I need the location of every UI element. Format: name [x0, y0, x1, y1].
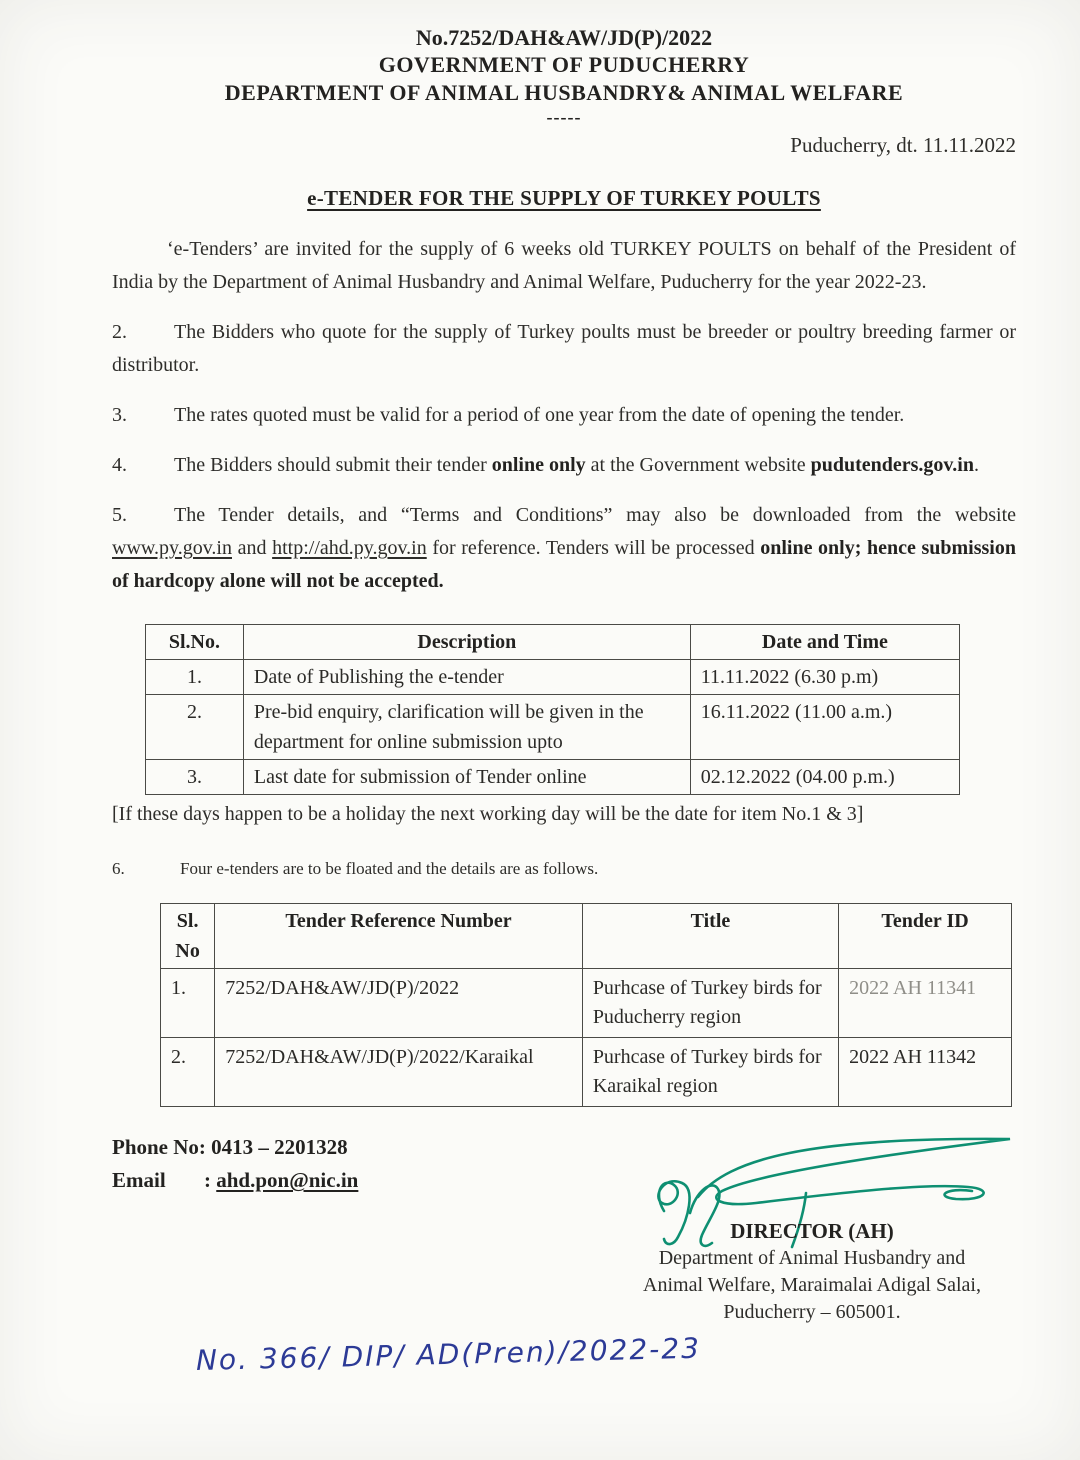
place-date: Puducherry, dt. 11.11.2022: [790, 133, 1016, 157]
document-ref-number: No.7252/DAH&AW/JD(P)/2022: [415, 25, 713, 50]
schedule-cell-slno: 2.: [146, 695, 244, 760]
tenders-row-2: [161, 1038, 1012, 1107]
paragraph-4-text-3: .: [973, 454, 979, 476]
paragraph-4-text-2: at the Government website: [585, 454, 811, 476]
separator-dashes: -----: [546, 107, 582, 127]
paragraph-intro: ‘e-Tenders’ are invited for the supply of 6 weeks old TURKEY POULTS on behalf of the President of India by the Department of Animal Husbandry and Animal Welfare, Puducherry for the year 2022-23.: [112, 238, 1016, 293]
schedule-header-description: Description: [243, 625, 690, 660]
handwritten-file-number: No. 366/ DIP/ AD(Pren)/2022-23: [195, 1331, 702, 1377]
online-only-emphasis: online only: [491, 454, 586, 476]
schedule-cell-description: Last date for submission of Tender online: [243, 760, 690, 795]
paragraph-5: [112, 499, 1016, 598]
tenders-cell-slno: 2.: [161, 1038, 215, 1107]
schedule-cell-description: Date of Publishing the e-tender: [243, 660, 690, 695]
schedule-row-2: [146, 695, 960, 760]
paragraph-6-text: Four e-tenders are to be floated and the details are as follows.: [180, 859, 599, 878]
paragraph-2-number: 2.: [112, 321, 127, 343]
phone-label: Phone No:: [112, 1135, 206, 1159]
schedule-cell-datetime: 02.12.2022 (04.00 p.m.): [690, 760, 959, 795]
schedule-cell-slno: 3.: [146, 760, 244, 795]
paragraph-4: [112, 449, 1016, 482]
tenders-header-title: Title: [582, 904, 838, 969]
paragraph-6: [112, 857, 1016, 881]
tenders-cell-reference: 7252/DAH&AW/JD(P)/2022: [215, 969, 583, 1038]
schedule-cell-slno: 1.: [146, 660, 244, 695]
tenders-table: [160, 903, 1012, 1107]
pudutenders-website: pudutenders.gov.in: [810, 454, 974, 476]
schedule-header-datetime: Date and Time: [690, 625, 959, 660]
government-line: GOVERNMENT OF PUDUCHERRY: [378, 52, 750, 77]
paragraph-5-text-2: and: [232, 537, 273, 559]
document-title-text: e-TENDER FOR THE SUPPLY OF TURKEY POULTS: [307, 186, 821, 210]
tenders-cell-slno: 1.: [161, 969, 215, 1038]
contact-block: [112, 1131, 358, 1326]
signatory-address-line-1: Department of Animal Husbandry and: [658, 1247, 966, 1269]
paragraph-6-number: 6.: [112, 859, 125, 878]
tenders-cell-id: 2022 AH 11342: [839, 1038, 1012, 1107]
table-footnote: [If these days happen to be a holiday the next working day will be the date for item No.1 & 3]: [112, 803, 864, 825]
contact-phone: [112, 1131, 358, 1164]
paragraph-2-text: The Bidders who quote for the supply of Turkey poults must be breeder or poultry breeding farmer or distributor.: [112, 321, 1016, 376]
tenders-row-1: [161, 969, 1012, 1038]
email-separator: :: [204, 1168, 211, 1192]
schedule-table: [145, 624, 960, 795]
paragraph-5-number: 5.: [112, 504, 127, 526]
tenders-table-header-row: [161, 904, 1012, 969]
schedule-header-slno: Sl.No.: [146, 625, 244, 660]
paragraph-5-text-1: The Tender details, and “Terms and Conditions” may also be downloaded from the website: [174, 504, 1016, 526]
tenders-header-slno: Sl. No: [161, 904, 215, 969]
tenders-header-reference: Tender Reference Number: [215, 904, 583, 969]
schedule-cell-datetime: 11.11.2022 (6.30 p.m): [690, 660, 959, 695]
paragraph-3-number: 3.: [112, 404, 127, 426]
paragraph-4-number: 4.: [112, 454, 127, 476]
py-gov-link: www.py.gov.in: [112, 537, 232, 559]
paragraph-3: [112, 399, 1016, 432]
signatory-address-line-2: Animal Welfare, Maraimalai Adigal Salai,: [643, 1274, 981, 1296]
tenders-cell-reference: 7252/DAH&AW/JD(P)/2022/Karaikal: [215, 1038, 583, 1107]
contact-email: [112, 1164, 358, 1197]
tenders-header-id: Tender ID: [839, 904, 1012, 969]
email-address: ahd.pon@nic.in: [216, 1168, 359, 1192]
signatory-designation: DIRECTOR (AH): [730, 1219, 894, 1243]
schedule-cell-description: Pre-bid enquiry, clarification will be given in the department for online submission upto: [243, 695, 690, 760]
tenders-cell-title: Purhcase of Turkey birds for Karaikal region: [582, 1038, 838, 1107]
paragraph-2: [112, 316, 1016, 382]
schedule-cell-datetime: 16.11.2022 (11.00 a.m.): [690, 695, 959, 760]
schedule-row-1: [146, 660, 960, 695]
document-title: [112, 186, 1016, 211]
paragraph-3-text: The rates quoted must be valid for a period of one year from the date of opening the tender.: [174, 404, 905, 426]
schedule-row-3: [146, 760, 960, 795]
paragraph-4-text-1: The Bidders should submit their tender: [174, 454, 492, 476]
paragraph-5-text-3: for reference. Tenders will be processed: [426, 537, 761, 559]
contact-signature-row: [112, 1131, 1016, 1326]
phone-value: 0413 – 2201328: [211, 1135, 348, 1159]
online-only-hardcopy-emphasis: online only; hence submission of hardcopy alone will not be accepted.: [112, 537, 1016, 592]
schedule-table-header-row: [146, 625, 960, 660]
ahd-py-gov-link: http://ahd.py.gov.in: [272, 537, 427, 559]
signature-block: [602, 1133, 1022, 1326]
department-line: DEPARTMENT OF ANIMAL HUSBANDRY& ANIMAL WELFARE: [224, 80, 904, 105]
signatory-address-line-3: Puducherry – 605001.: [723, 1301, 901, 1323]
email-label: Email: [112, 1168, 166, 1192]
tenders-cell-id: 2022 AH 11341: [839, 969, 1012, 1038]
tenders-cell-title: Purhcase of Turkey birds for Puducherry region: [582, 969, 838, 1038]
